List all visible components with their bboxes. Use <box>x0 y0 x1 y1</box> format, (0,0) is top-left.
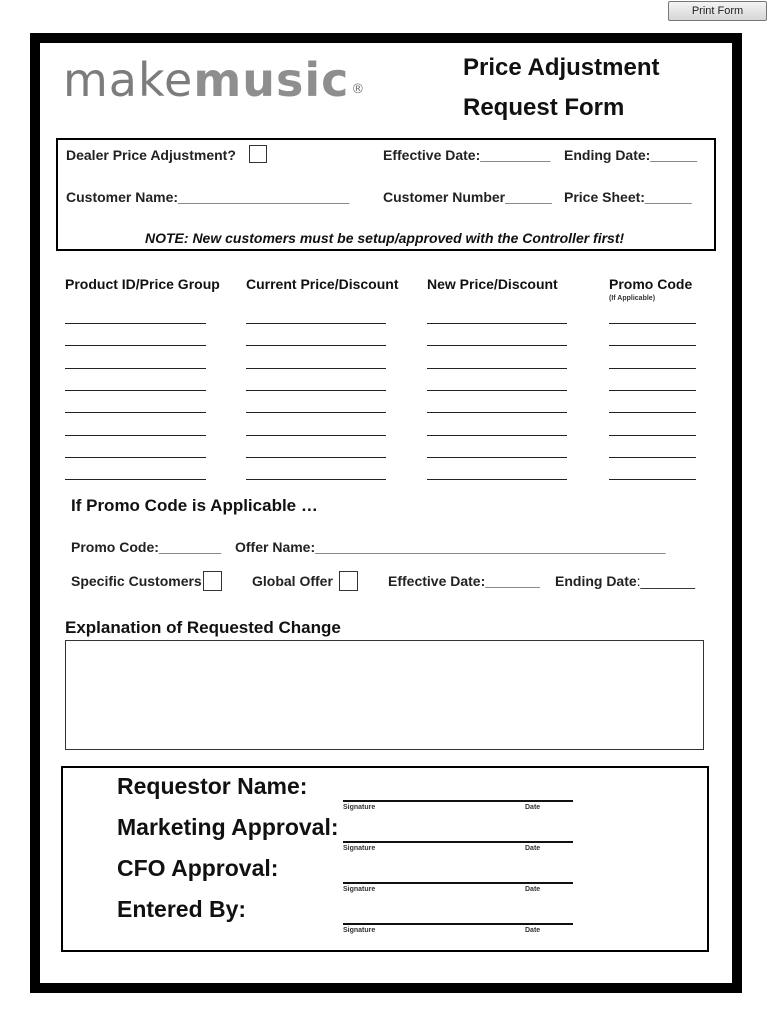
makemusic-logo: makemusic ® <box>63 53 366 107</box>
table-cell-line[interactable] <box>246 457 386 458</box>
approval-label: Entered By: <box>117 896 247 922</box>
print-form-button[interactable]: Print Form <box>668 1 767 21</box>
form-title-line2: Request Form <box>463 94 625 121</box>
date-caption: Date <box>525 927 541 934</box>
table-cell-line[interactable] <box>427 345 567 346</box>
table-cell-line[interactable] <box>609 368 696 369</box>
promo-code-field[interactable]: Promo Code:________ <box>71 539 222 555</box>
new-customer-note: NOTE: New customers must be setup/approved with the Controller first! <box>145 230 625 246</box>
signature-caption: Signature <box>343 845 376 852</box>
table-cell-line[interactable] <box>427 457 567 458</box>
table-cell-line[interactable] <box>609 435 696 436</box>
explanation-textarea[interactable] <box>65 640 704 750</box>
table-cell-line[interactable] <box>246 390 386 391</box>
table-cell-line[interactable] <box>65 479 206 480</box>
table-cell-line[interactable] <box>427 435 567 436</box>
signature-line[interactable] <box>343 800 573 802</box>
effective-date-field[interactable]: Effective Date:_________ <box>383 147 551 163</box>
customer-name-field[interactable]: Customer Name:______________________ <box>66 189 350 205</box>
table-cell-line[interactable] <box>65 435 206 436</box>
table-cell-line[interactable] <box>246 412 386 413</box>
table-cell-line[interactable] <box>427 390 567 391</box>
signature-line[interactable] <box>343 923 573 925</box>
table-cell-line[interactable] <box>246 368 386 369</box>
col-header-product-id: Product ID/Price Group <box>65 276 220 292</box>
date-caption: Date <box>525 845 541 852</box>
approval-label: CFO Approval: <box>117 855 279 881</box>
customer-number-field[interactable]: Customer Number______ <box>383 189 552 205</box>
price-sheet-field[interactable]: Price Sheet:______ <box>564 189 692 205</box>
table-cell-line[interactable] <box>427 412 567 413</box>
table-cell-line[interactable] <box>427 323 567 324</box>
global-offer-checkbox[interactable] <box>339 571 358 591</box>
table-cell-line[interactable] <box>609 479 696 480</box>
table-cell-line[interactable] <box>609 345 696 346</box>
promo-section-heading: If Promo Code is Applicable … <box>71 496 318 515</box>
table-cell-line[interactable] <box>65 457 206 458</box>
signature-line[interactable] <box>343 882 573 884</box>
table-cell-line[interactable] <box>427 368 567 369</box>
table-cell-line[interactable] <box>427 479 567 480</box>
table-cell-line[interactable] <box>609 323 696 324</box>
signature-line[interactable] <box>343 841 573 843</box>
form-title-line1: Price Adjustment <box>463 54 660 81</box>
table-cell-line[interactable] <box>65 345 206 346</box>
promo-effective-date-field[interactable]: Effective Date:_______ <box>388 573 540 589</box>
promo-ending-date-field[interactable]: Ending Date:_______ <box>555 573 696 589</box>
signature-caption: Signature <box>343 927 376 934</box>
explanation-heading: Explanation of Requested Change <box>65 618 341 637</box>
global-offer-label: Global Offer <box>252 573 333 589</box>
table-cell-line[interactable] <box>609 457 696 458</box>
approval-label: Marketing Approval: <box>117 814 339 840</box>
col-header-current-price: Current Price/Discount <box>246 276 399 292</box>
offer-name-field[interactable]: Offer Name:_____________________________________________ <box>235 539 666 555</box>
col-header-promo-code: Promo Code <box>609 276 693 292</box>
table-cell-line[interactable] <box>246 323 386 324</box>
specific-customers-checkbox[interactable] <box>203 571 222 591</box>
table-cell-line[interactable] <box>609 390 696 391</box>
signature-caption: Signature <box>343 804 376 811</box>
table-cell-line[interactable] <box>65 390 206 391</box>
signature-caption: Signature <box>343 886 376 893</box>
specific-customers-label: Specific Customers <box>71 573 202 589</box>
dealer-price-adjustment-label: Dealer Price Adjustment? <box>66 147 236 163</box>
dealer-price-adjustment-checkbox[interactable] <box>249 145 267 163</box>
date-caption: Date <box>525 804 541 811</box>
table-cell-line[interactable] <box>65 412 206 413</box>
table-cell-line[interactable] <box>246 479 386 480</box>
table-cell-line[interactable] <box>246 435 386 436</box>
date-caption: Date <box>525 886 541 893</box>
promo-code-if-applicable: (If Applicable) <box>609 295 656 302</box>
table-cell-line[interactable] <box>609 412 696 413</box>
col-header-new-price: New Price/Discount <box>427 276 558 292</box>
table-cell-line[interactable] <box>246 345 386 346</box>
table-cell-line[interactable] <box>65 323 206 324</box>
ending-date-field[interactable]: Ending Date:______ <box>564 147 698 163</box>
approval-label: Requestor Name: <box>117 773 308 799</box>
table-cell-line[interactable] <box>65 368 206 369</box>
